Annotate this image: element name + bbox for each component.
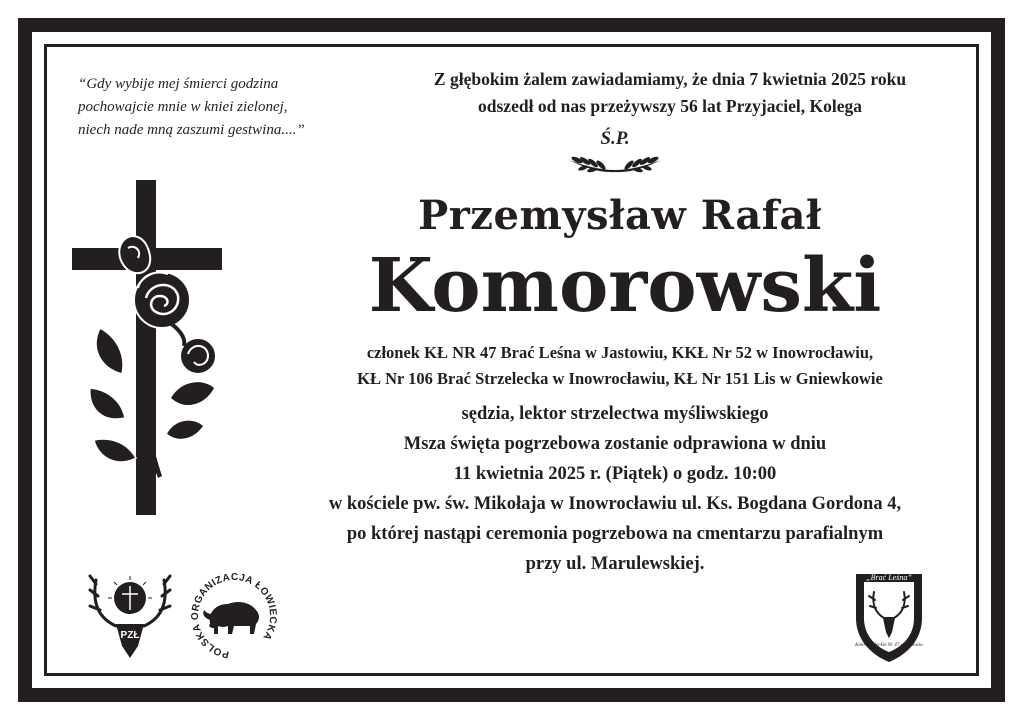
membership-line: KŁ Nr 106 Brać Strzelecka w Inowrocławiu, KŁ Nr 151 Lis w Gniewkowie [357,369,883,388]
funeral-details [225,399,1005,579]
deceased-first-names: Przemysław Rafał [418,192,822,239]
role-line: sędzia, lektor strzelectwa myśliwskiego [461,404,769,424]
cemetery-line: przy ul. Marulewskiej. [525,554,705,574]
intro-line: odszedł od nas przeżywszy 56 lat Przyjaciel, Kolega [478,96,862,116]
kolo-name: „Brać Leśna” [866,573,912,582]
kolo-caption: Koło Łowieckie Nr 47 w Jastowiu [855,643,923,648]
quote-line: pochowajcie mnie w kniei zielonej, [78,99,288,115]
pzl-label: PZŁ [120,630,140,641]
quote-line: niech nade mną zaszumi gestwina....” [78,122,305,138]
church-line: w kościele pw. św. Mikołaja w Inowrocławiu ul. Ks. Bogdana Gordona 4, [328,494,902,514]
polska-org-ring-text: POLSKA ORGANIZACJA ŁOWIECKA [190,571,279,660]
quote-line: “Gdy wybije mej śmierci godzina [78,76,279,92]
memberships-text [260,340,980,392]
laurel-icon [565,152,665,176]
polska-organizacja-lowiecka-logo [188,570,280,662]
membership-line: członek KŁ NR 47 Brać Leśna w Jastowiu, KKŁ Nr 52 w Inowrocławiu, [366,343,874,362]
pzl-deer-cross-icon [86,566,174,662]
honorific-sp: Ś.P. [600,128,630,149]
kolo-lowieckie-shield-logo [850,566,928,666]
deceased-surname: Komorowski [368,243,882,329]
ceremony-line: po której nastąpi ceremonia pogrzebowa na cmentarzu parafialnym [346,524,884,544]
announcement-intro [360,66,980,120]
poem-quote [78,73,358,142]
cross-with-roses-icon [70,178,225,518]
date-line: 11 kwietnia 2025 r. (Piątek) o godz. 10:00 [453,464,777,484]
intro-line: Z głębokim żalem zawiadamiamy, że dnia 7 kwietnia 2025 roku [433,69,907,89]
mass-line: Msza święta pogrzebowa zostanie odprawiona w dniu [403,434,827,454]
bison-icon [203,602,259,634]
